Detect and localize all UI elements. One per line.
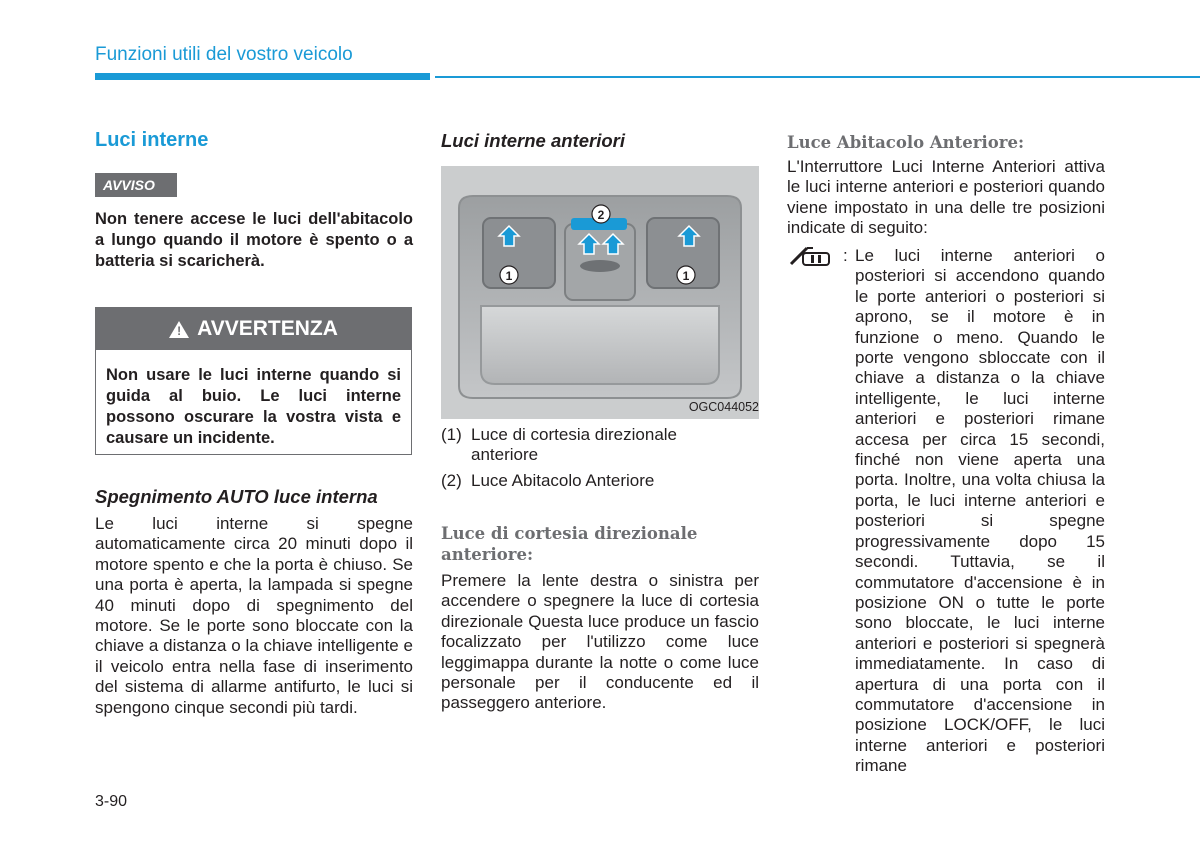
courtesy-light-body: Premere la lente destra o sinistra per accendere o spegnere la luce di cortesia direzionale Questa luce produce un fascio focalizzato per l'utilizzo come luce leggimappa durante la notte o come luce personale per il conducente ed il passeggero anteriore. <box>441 571 759 713</box>
page-number: 3-90 <box>95 793 128 810</box>
notice-text: Non tenere accese le luci dell'abitacolo a lungo quando il motore è spento o a batteria si scaricherà. <box>95 210 413 270</box>
overhead-console-drawing <box>441 166 759 419</box>
warning-triangle-icon: ! <box>169 321 189 338</box>
header-rule-thin <box>435 76 1200 78</box>
cabin-light-heading: Luce Abitacolo Anteriore: <box>787 133 1025 152</box>
door-position-text: Le luci interne anteriori o posteriori si accendono quando le porte anteriori o posteriori si aprono, se il motore è in funzione o meno. Quando le porte vengono sbloccate con il chiave a distanza o la chiave intelligente, le luci interne anteriori e posteriori rimane accesa per circa 15 secondi, finché non viene aperta una porta. Inoltre, una volta chiusa la porta, le luci interne anteriori e posteriori si spegne progressivamente dopo 15 secondi. Tuttavia, se il commutatore d'accensione è in posizione ON o tutte le porte sono bloccate, le luci interne anteriori e posteriori si spegnerà immediatamente. In caso di apertura di una porta con il commutatore d'accensione in posizione LOCK/OFF, le luci interne anteriori e posteriori rimane <box>855 246 1105 776</box>
cabin-light-intro: L'Interruttore Luci Interne Anteriori attiva le luci interne anteriori e posteriori quando viene impostato in una delle tre posizioni indicate di seguito: <box>787 157 1105 238</box>
front-lights-title: Luci interne anteriori <box>441 130 626 151</box>
callout-1-right: 1 <box>682 269 690 283</box>
door-colon: : <box>843 246 848 265</box>
courtesy-light-heading: Luce di cortesia direzionale anteriore: <box>441 524 698 564</box>
callout-2: 2 <box>597 208 605 222</box>
overhead-console-figure <box>441 166 759 419</box>
caption-2 <box>441 471 759 491</box>
auto-off-title: Spegnimento AUTO luce interna <box>95 486 378 507</box>
caption-1-label: (1) <box>441 425 462 444</box>
notice-badge: AVVISO <box>95 173 177 197</box>
caption-2-label: (2) <box>441 471 462 490</box>
page-header-title: Funzioni utili del vostro veicolo <box>95 44 353 65</box>
warning-text: Non usare le luci interne quando si guida al buio. Le luci interne possono oscurare la vostra vista e causare un incidente. <box>106 366 401 447</box>
figure-code: OGC044052 <box>688 400 759 414</box>
section-title: Luci interne <box>95 129 209 151</box>
door-position-icon <box>787 246 837 268</box>
warning-box <box>95 307 412 455</box>
warning-label: AVVERTENZA <box>197 317 338 340</box>
callout-1-left: 1 <box>505 269 513 283</box>
caption-1 <box>441 425 759 466</box>
caption-2-text: Luce Abitacolo Anteriore <box>471 471 655 490</box>
caption-1-line2: anteriore <box>471 445 539 465</box>
caption-1-line1: Luce di cortesia direzionale <box>471 425 678 444</box>
warning-header <box>96 308 411 350</box>
header-rule-bold <box>95 73 430 80</box>
auto-off-body: Le luci interne si spegne automaticamente circa 20 minuti dopo il motore spento e che la porta è chiuso. Se una porta è aperta, la lampada si spegne 40 minuti dopo di spegnimento del motore. Se le porte sono bloccate con la chiave a distanza o la chiave intelligente e il veicolo entra nella fase di inserimento del sistema di allarme antifurto, le luci si spengono cinque secondi più tardi. <box>95 514 413 717</box>
